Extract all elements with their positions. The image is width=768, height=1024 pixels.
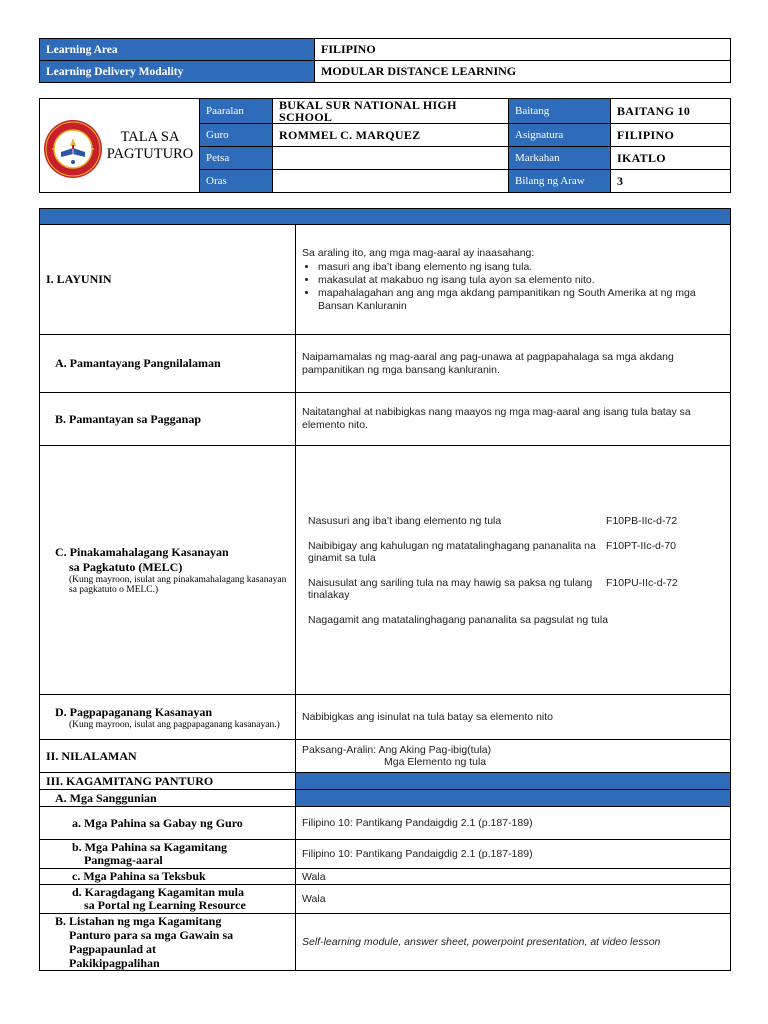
layunin-list [302, 261, 724, 313]
bilang-label: Bilang ng Araw [509, 170, 611, 193]
teksbuk-value: Wala [296, 869, 731, 885]
kagamitan-bar [296, 773, 731, 790]
nilalaman-content: Paksang-Aralin: Ang Aking Pag-ibig(tula) Mga Elemento ng tula [296, 740, 731, 773]
list-item: • masuri ang iba’t ibang elemento ng isang tula. [318, 261, 724, 274]
markahan-value: IKATLO [611, 147, 731, 170]
guro-label: Guro [200, 124, 273, 147]
oras-value [273, 170, 509, 193]
list-item: Naisusulat ang sariling tula na may hawig sa paksa ng tulang tinalakay F10PU-IIc-d-72 [308, 576, 678, 601]
list-item: • makasulat at makabuo ng isang tula ayon sa elemento nito. [318, 274, 724, 287]
pagpapaganang-note: (Kung mayroon, isulat ang pagpapaganang kasanayan.) [69, 719, 280, 730]
pagganap-label: B. Pamantayan sa Pagganap [40, 393, 296, 446]
learning-info-table [39, 38, 731, 83]
layunin-label: I. LAYUNIN [40, 225, 296, 335]
asignatura-label: Asignatura [509, 124, 611, 147]
pangnilalaman-label: A. Pamantayang Pangnilalaman [40, 335, 296, 393]
listahan-label: B. Listahan ng mga Kagamitang Panturo para sa mga Gawain sa Pagpapaunlad at Pakikipagpalihan [40, 914, 296, 971]
teksbuk-label: c. Mga Pahina sa Teksbuk [40, 869, 296, 885]
lesson-plan-table [39, 208, 731, 971]
melc-content [296, 446, 731, 695]
modality-label: Learning Delivery Modality [40, 61, 315, 83]
pagpapaganang-label: D. Pagpapaganang Kasanayan (Kung mayroon, isulat ang pagpapaganang kasanayan.) [40, 695, 296, 740]
baitang-value: BAITANG 10 [611, 99, 731, 124]
sanggunian-label: A. Mga Sanggunian [40, 790, 296, 807]
school-seal-icon [43, 119, 103, 179]
guro-value: ROMMEL C. MARQUEZ [273, 124, 509, 147]
nilalaman-label: II. NILALAMAN [40, 740, 296, 773]
melc-note: (Kung mayroon, isulat ang pinakamahalagang kasanayan sa pagkatuto o MELC.) [69, 575, 287, 595]
sanggunian-bar [296, 790, 731, 807]
baitang-label: Baitang [509, 99, 611, 124]
listahan-value: Self-learning module, answer sheet, powerpoint presentation, at video lesson [296, 914, 731, 971]
pagganap-value: Naitatanghal at nabibigkas nang maayos ng mga mag-aaral ang isang tula batay sa elemento nito. [296, 393, 731, 446]
layunin-content [296, 225, 731, 335]
paaralan-value: BUKAL SUR NATIONAL HIGH SCHOOL [273, 99, 509, 124]
section-header-bar [40, 209, 731, 225]
gabay-label: a. Mga Pahina sa Gabay ng Guro [40, 807, 296, 840]
paaralan-label: Paaralan [200, 99, 273, 124]
kagamitan-label: III. KAGAMITANG PANTURO [40, 773, 296, 790]
header-title-cell [40, 99, 200, 193]
petsa-label: Petsa [200, 147, 273, 170]
petsa-value [273, 147, 509, 170]
kagamitang-value: Filipino 10: Pantikang Pandaigdig 2.1 (p.187-189) [296, 840, 731, 869]
header-table [39, 98, 731, 193]
page-title: TALA SA PAGTUTURO [106, 129, 194, 162]
oras-label: Oras [200, 170, 273, 193]
learning-area-label: Learning Area [40, 39, 315, 61]
asignatura-value: FILIPINO [611, 124, 731, 147]
kagamitang-label: b. Mga Pahina sa Kagamitang Pangmag-aaral [40, 840, 296, 869]
pagpapaganang-value: Nabibigkas ang isinulat na tula batay sa elemento nito [296, 695, 731, 740]
pangnilalaman-value: Naipamamalas ng mag-aaral ang pag-unawa at pagpapahalaga sa mga akdang pampanitikan ng mga bansang kanluranin. [296, 335, 731, 393]
markahan-label: Markahan [509, 147, 611, 170]
list-item: Nasusuri ang iba’t ibang elemento ng tula F10PB-IIc-d-72 [308, 514, 678, 527]
karagdagang-value: Wala [296, 885, 731, 914]
bilang-value: 3 [611, 170, 731, 193]
list-item: Naibibigay ang kahulugan ng matatalinghagang pananalita na ginamit sa tula F10PT-IIc-d-70 [308, 539, 677, 564]
modality-value: MODULAR DISTANCE LEARNING [315, 61, 731, 83]
layunin-intro: Sa araling ito, ang mga mag-aaral ay inaasahang: [302, 246, 535, 259]
list-item: Nagagamit ang matatalinghagang pananalita sa pagsulat ng tula [308, 613, 609, 626]
list-item: • mapahalagahan ang ang mga akdang pampanitikan ng South Amerika at ng mga Bansan Kanluranin [318, 287, 724, 313]
melc-label: C. Pinakamahalagang Kasanayan sa Pagkatuto (MELC) (Kung mayroon, isulat ang pinakamahalagang kasanayan sa pagkatuto o MELC.) [40, 446, 296, 695]
karagdagang-label: d. Karagdagang Kagamitan mula sa Portal ng Learning Resource [40, 885, 296, 914]
gabay-value: Filipino 10: Pantikang Pandaigdig 2.1 (p.187-189) [296, 807, 731, 840]
learning-area-value: FILIPINO [315, 39, 731, 61]
